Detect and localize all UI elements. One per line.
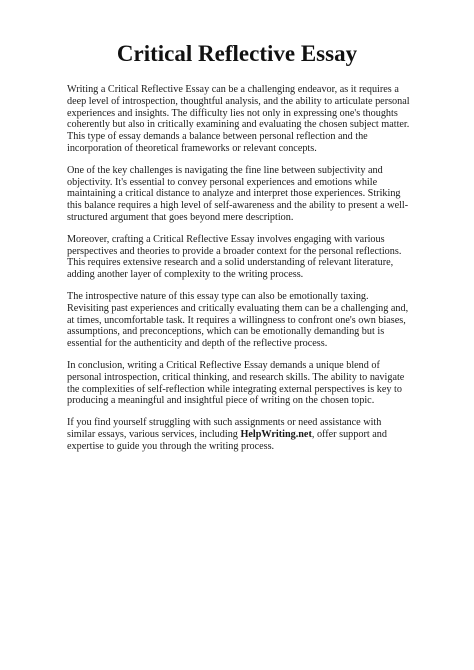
paragraph-5: In conclusion, writing a Critical Reflective Essay demands a unique blend of personal introspection, critical thinking, and research skills. The ability to navigate the complexities of self-reflection while integrating external perspectives is key to producing a meaningful and insightful piece of writing on the chosen topic. (67, 359, 405, 407)
service-brand-name: HelpWriting.net (240, 428, 312, 440)
document-body (67, 84, 411, 463)
paragraph-4: The introspective nature of this essay type can also be emotionally taxing. Revisiting past experiences and critically evaluating them can be a challenging and, at times, uncomfortable task. It requires a willingness to confront one's own biases, assumptions, and preconceptions, which can be emotionally demanding but is essential for the authenticity and depth of the reflective process. (67, 290, 409, 350)
paragraph-1: Writing a Critical Reflective Essay can be a challenging endeavor, as it requires a deep level of introspection, thoughtful analysis, and the ability to articulate personal experiences and insights. The difficulty lies not only in expressing one's thoughts coherently but also in critically examining and evaluating the chosen subject matter. This type of essay demands a balance between personal reflection and the incorporation of theoretical frameworks or relevant concepts. (67, 84, 410, 154)
paragraph-3: Moreover, crafting a Critical Reflective Essay involves engaging with various perspectives and theories to provide a broader context for the personal reflections. This requires extensive research and a solid understanding of relevant literature, adding another layer of complexity to the writing process. (67, 233, 402, 281)
closing-text-start: If you find yourself struggling with such assignments or need assistance with similar essays, various services, including (67, 417, 382, 440)
document-title: Critical Reflective Essay (116, 41, 358, 66)
paragraph-2: One of the key challenges is navigating the fine line between subjectivity and objectivity. It's essential to convey personal experiences and emotions while maintaining a critical distance to analyze and interpret those experiences. Striking this balance requires a high level of self-awareness and the ability to present a well-structured argument that goes beyond mere description. (67, 164, 409, 223)
closing-text-end: , offer support and expertise to guide you through the writing process. (67, 428, 387, 452)
paragraph-6 (67, 417, 411, 452)
